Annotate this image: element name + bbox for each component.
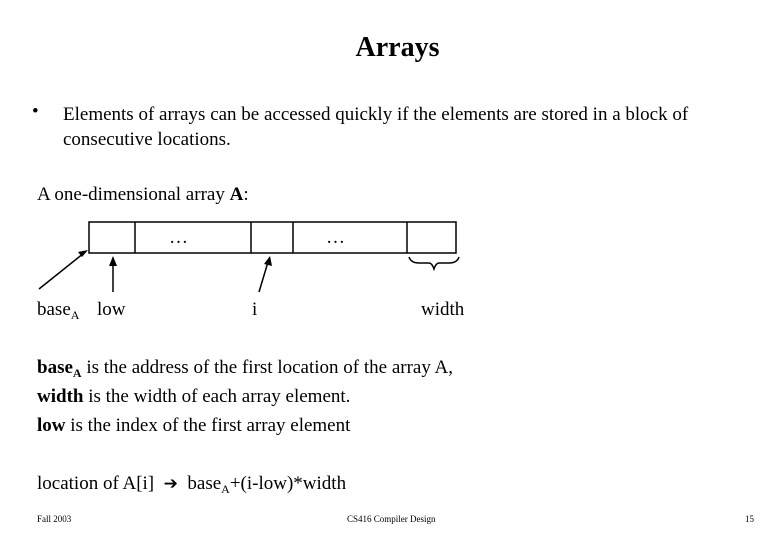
footer-page-number: 15 [745, 514, 754, 524]
ellipsis-left: … [169, 227, 188, 248]
definition-base-text: is the address of the first location of the array A, [81, 357, 454, 378]
definition-width [37, 386, 350, 408]
bullet-text: Elements of arrays can be accessed quickly if the elements are stored in a block of consecutive locations. [63, 104, 689, 150]
definition-base [37, 357, 453, 379]
definition-low-term: low [37, 415, 66, 436]
formula-lhs: location of A[i] [37, 473, 155, 494]
label-base-subscript: A [70, 308, 80, 322]
definition-base-term: base [37, 357, 73, 378]
formula-rhs-rest: +(i-low)*width [229, 473, 347, 494]
definition-width-text: is the width of each array element. [83, 386, 351, 407]
caption-array-name: A [229, 184, 244, 205]
ellipsis-right: … [326, 227, 345, 248]
array-block [89, 222, 456, 253]
footer-course: CS416 Compiler Design [347, 514, 436, 524]
definition-width-term: width [37, 386, 84, 407]
caption-suffix: : [243, 184, 249, 205]
label-i: i [252, 299, 258, 320]
label-base [37, 299, 79, 321]
width-brace [409, 257, 459, 269]
base-arrow [39, 253, 84, 289]
label-width: width [421, 299, 465, 320]
i-arrow [259, 262, 268, 292]
footer-date: Fall 2003 [37, 514, 72, 524]
caption-prefix: A one-dimensional array [37, 184, 230, 205]
definition-low [37, 415, 350, 437]
address-formula [37, 473, 346, 495]
formula-rhs-subscript: A [221, 482, 230, 496]
bullet-marker: • [32, 101, 39, 122]
i-arrowhead [264, 256, 272, 266]
low-arrowhead [109, 256, 117, 266]
definition-low-text: is the index of the first array element [65, 415, 351, 436]
formula-rhs-base: base [187, 473, 222, 494]
arrow-icon: ➔ [163, 474, 178, 494]
slide-title: Arrays [355, 32, 440, 63]
definition-base-subscript: A [72, 366, 82, 380]
label-low: low [97, 299, 126, 320]
label-base-text: base [37, 299, 71, 320]
